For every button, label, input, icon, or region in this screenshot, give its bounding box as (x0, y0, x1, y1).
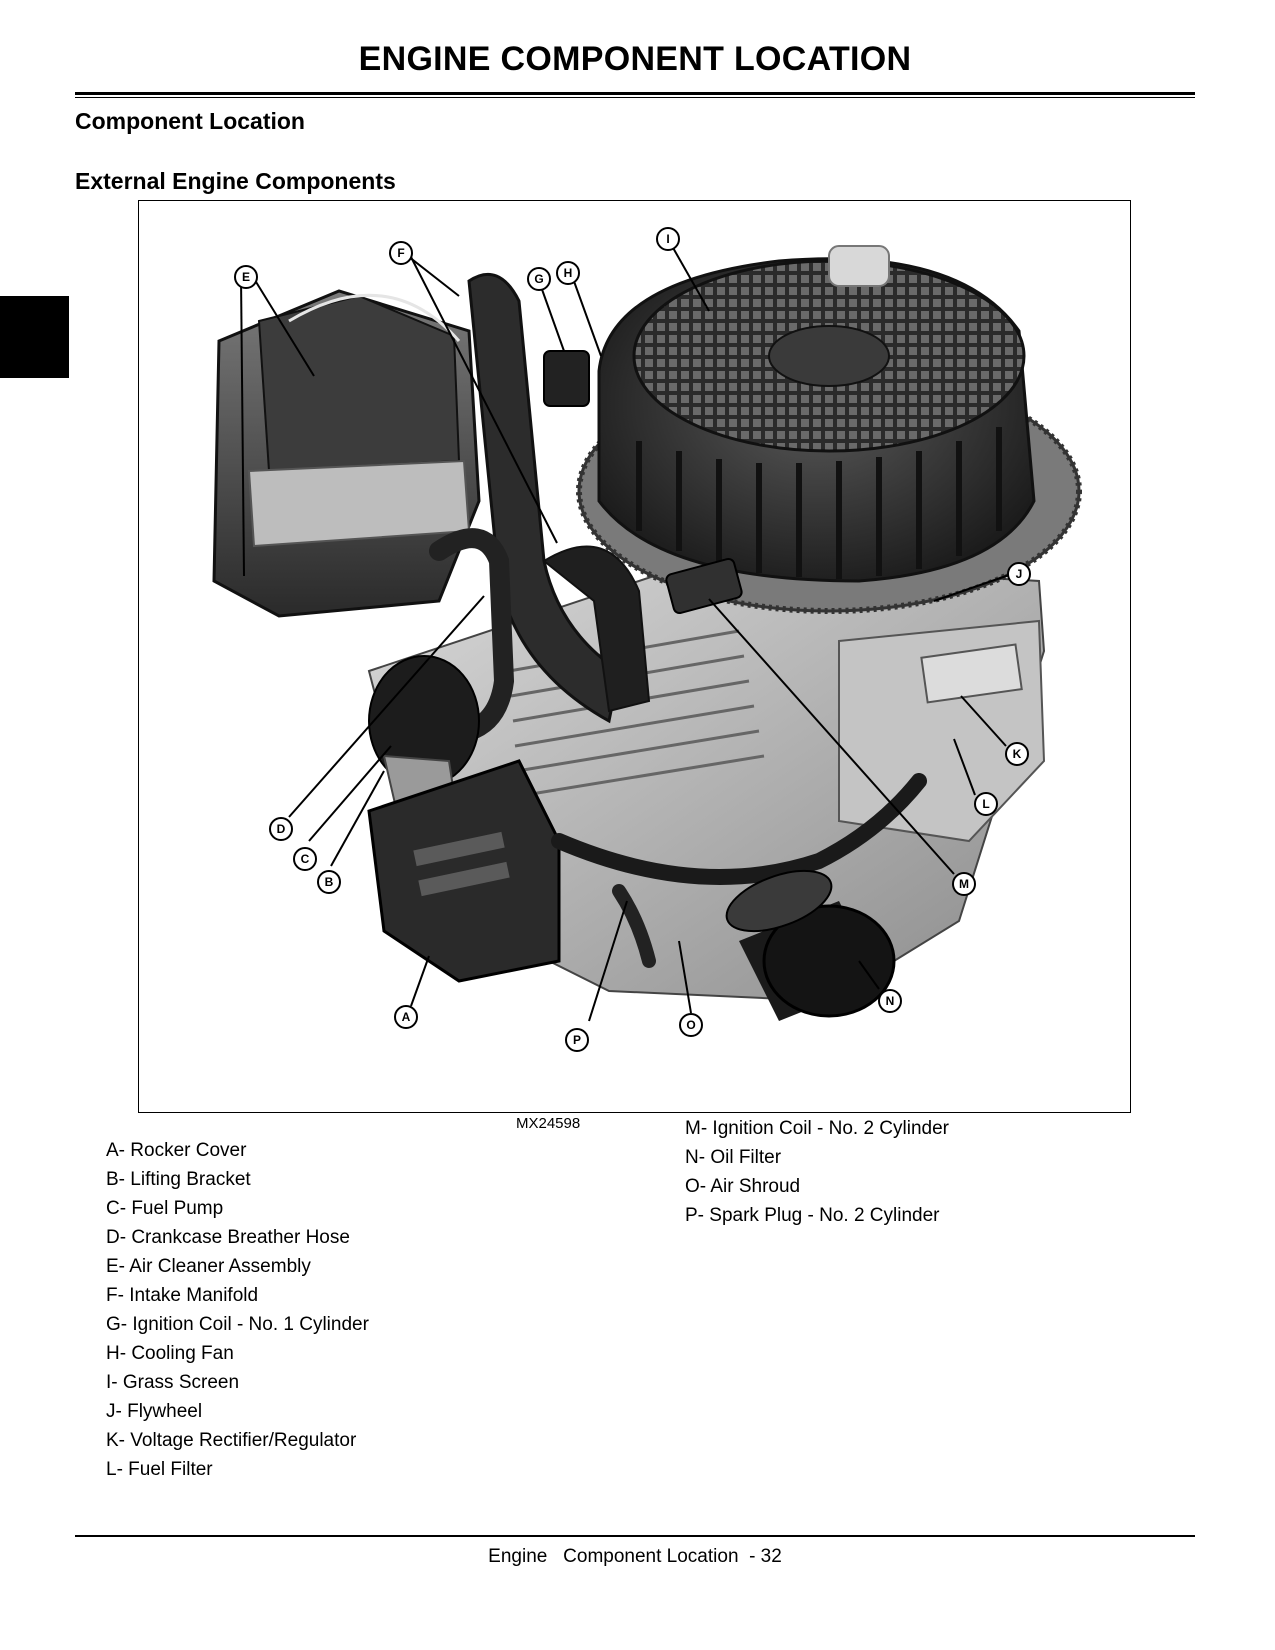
legend-item-o: O- Air Shroud (685, 1176, 801, 1197)
callout-label-j: J (1015, 567, 1023, 581)
callout-label-e: E (241, 270, 251, 284)
legend-item-f: F- Intake Manifold (106, 1285, 259, 1306)
ignition-coil-1-shape (544, 351, 589, 406)
section-heading-external-components: External Engine Components (75, 168, 396, 194)
callout-label-f: F (397, 246, 405, 260)
legend-list-right (685, 1114, 949, 1230)
callout-label-i: I (666, 232, 670, 246)
engine-figure (138, 200, 1131, 1113)
legend-item-p: P- Spark Plug - No. 2 Cylinder (685, 1205, 940, 1226)
legend-list-left (106, 1136, 369, 1484)
page-title: ENGINE COMPONENT LOCATION (358, 40, 912, 78)
legend-item-i: I- Grass Screen (106, 1372, 240, 1393)
legend-item-j: J- Flywheel (106, 1401, 203, 1422)
footer-rule (75, 1535, 1195, 1537)
legend-item-k: K- Voltage Rectifier/Regulator (106, 1430, 357, 1451)
legend-item-l: L- Fuel Filter (106, 1459, 213, 1480)
callout-label-b: B (324, 875, 334, 889)
legend-item-a: A- Rocker Cover (106, 1140, 247, 1161)
title-rule (75, 92, 1195, 95)
engine-illustration (139, 201, 1130, 1112)
callout-label-c: C (300, 852, 310, 866)
legend-item-d: D- Crankcase Breather Hose (106, 1227, 350, 1248)
callout-label-n: N (885, 994, 895, 1008)
thumb-index-tab (0, 296, 69, 378)
legend-item-g: G- Ignition Coil - No. 1 Cylinder (106, 1314, 369, 1335)
callout-label-k: K (1012, 747, 1022, 761)
callout-label-d: D (276, 822, 286, 836)
callout-label-p: P (572, 1033, 582, 1047)
callout-label-o: O (686, 1018, 696, 1032)
title-rule-thin (75, 97, 1195, 98)
callout-label-h: H (563, 266, 573, 280)
figure-id: MX24598 (516, 1115, 581, 1132)
callout-label-g: G (534, 272, 544, 286)
callout-label-m: M (959, 877, 969, 891)
legend-item-m: M- Ignition Coil - No. 2 Cylinder (685, 1118, 949, 1139)
legend-item-c: C- Fuel Pump (106, 1198, 224, 1219)
legend-item-h: H- Cooling Fan (106, 1343, 234, 1364)
callout-label-a: A (401, 1010, 411, 1024)
callout-label-l: L (982, 797, 990, 811)
section-heading-component-location: Component Location (75, 108, 305, 134)
page-footer: Engine Component Location - 32 (488, 1546, 782, 1567)
legend-item-e: E- Air Cleaner Assembly (106, 1256, 311, 1277)
legend-item-b: B- Lifting Bracket (106, 1169, 251, 1190)
legend-item-n: N- Oil Filter (685, 1147, 782, 1168)
